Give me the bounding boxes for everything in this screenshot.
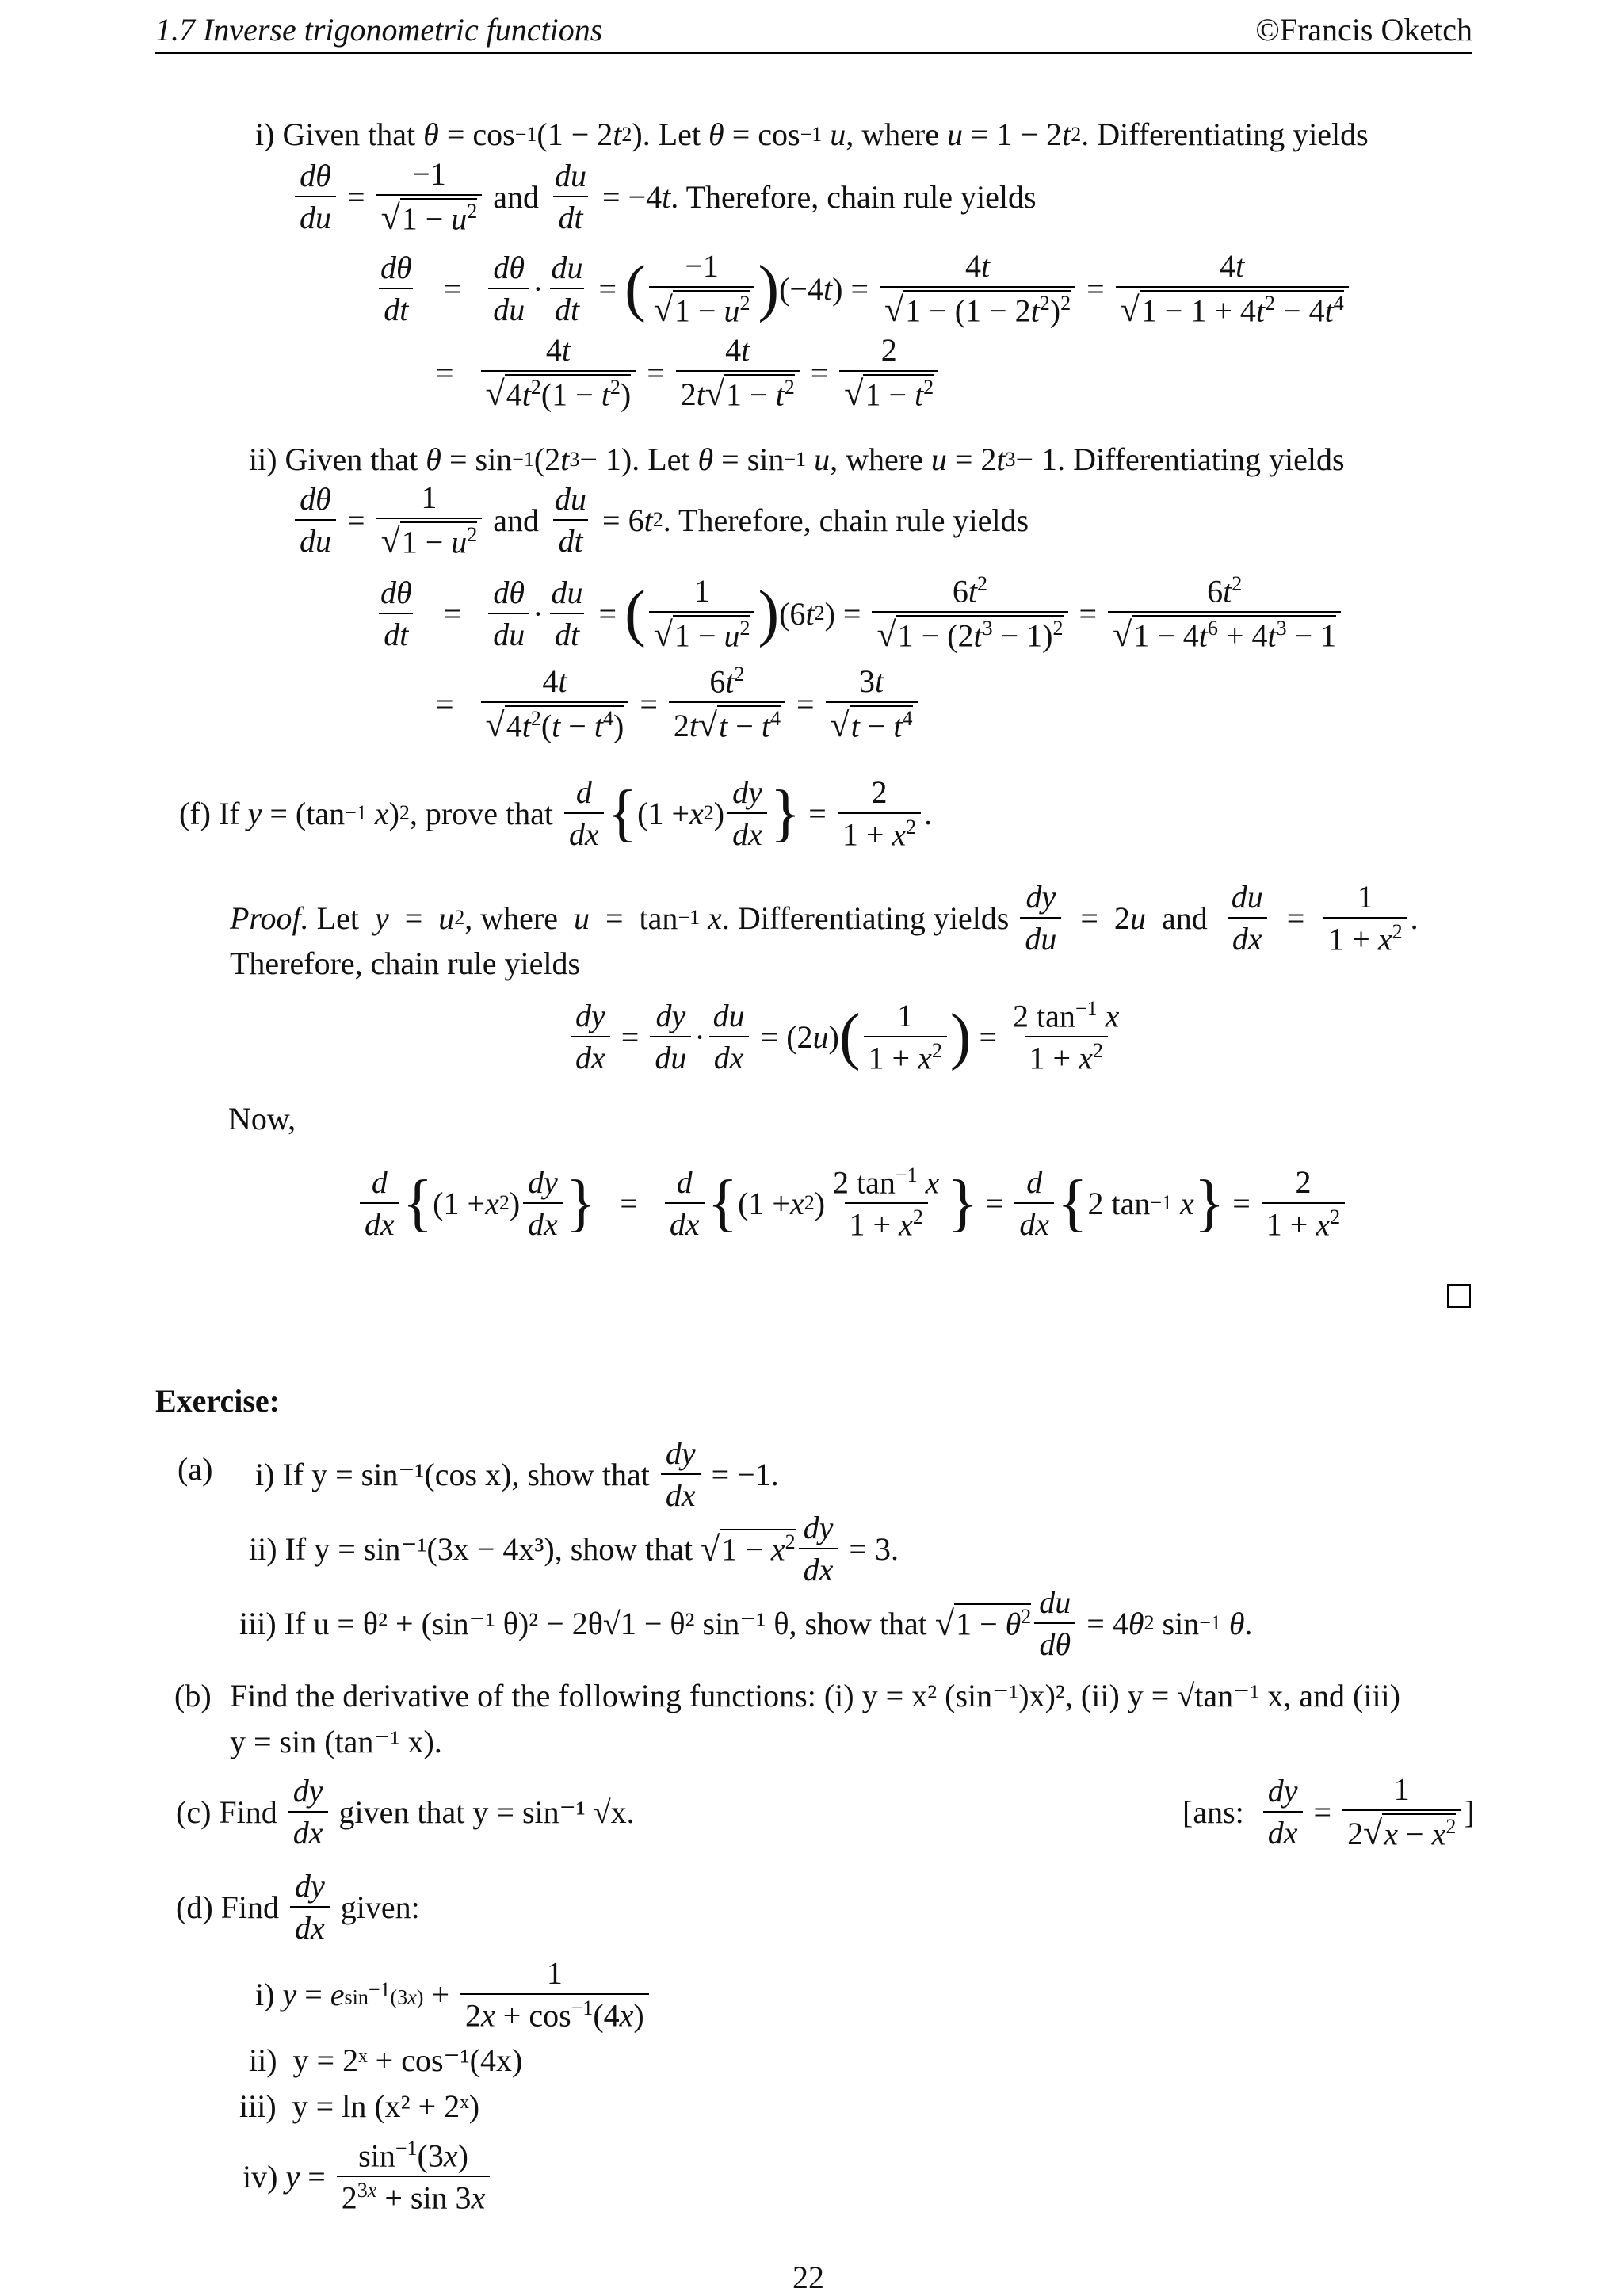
part-i-intro: i) Given that θ = cos −1 (1 − 2 t 2 ) . Let θ = cos −1 u , where u = 1 − 2 t 2 . Differentiating yields [255,117,1369,152]
ex-a-label: (a) [178,1451,213,1487]
ex-d-i: i) y = e $\sin^{-1}(3x)$ + $\frac{1}{2x + \cos^{-1}(4x)}$ [255,1954,652,2034]
page-number: 22 [792,2260,824,2295]
part-i-label: i) [255,117,275,152]
ex-d-ii: ii) y = 2ˣ + cos⁻¹(4x) [249,2042,523,2078]
ex-d-iii: iii) y = ln (x² + 2ˣ) [239,2088,480,2124]
header-rule [155,52,1472,54]
ex-d-iv: iv) y = $\frac{\sin^{-1}(3x)}{2^{3x} + \sin 3x}$ [242,2137,493,2217]
proof-line2: Therefore, chain rule yields [230,946,581,981]
ex-b-text2: y = sin (tan⁻¹ x). [230,1724,442,1759]
copyright: ©Francis Oketch [1255,12,1472,48]
part-ii-intro: ii) Given that θ = sin −1 (2 t 3 − 1) . Let θ = sin −1 u , where u = 2 t 3 − 1 . Differentiating yields [249,441,1345,477]
ex-a-iii: iii) If u = θ² + (sin⁻¹ θ)² − 2θ√1 − θ² sin⁻¹ θ, show that √ $1 - \theta^2$ $\frac{du}{d\theta}$ = 4 θ 2 sin −1 θ . [239,1584,1253,1662]
part-i-eq2: = $\frac{4t}{√4t^2(1 - t^2)}$ = $\frac{4t}{2t√1 - t^2}$ = $\frac{2}{√1 - t^2}$ [436,331,941,414]
ex-b-label: (b) [174,1678,212,1713]
part-ii-derivs: $\frac{d\theta}{du}$ = $\frac{1}{√1 - u^2}$ and $\frac{du}{dt}$ = 6 t 2 . Therefore, chain rule yields [292,479,1029,561]
ex-c: (c) Find $\frac{dy}{dx}$ given that y = sin⁻¹ √x. [176,1773,635,1851]
proof-final: $\frac{d}{dx}$ { (1 + x 2 ) $\frac{dy}{dx}$ } = $\frac{d}{dx}$ { (1 + x 2 ) $\frac{2 \tan^{-1} x}{1 + x^2}$ } = $\frac{d}{dx}$ { 2 tan −1 x } = $\frac{2}{1 + x^2}$ [357,1163,1348,1244]
section-title: 1.7 Inverse trigonometric functions [155,12,603,48]
now-text: Now, [228,1101,296,1137]
ex-a-ii: ii) If y = sin⁻¹(3x − 4x³), show that √ $1 - x^2$ $\frac{dy}{dx}$ = 3. [249,1510,899,1587]
ex-b-text1: Find the derivative of the following functions: (i) y = x² (sin⁻¹)x)², (ii) y = √tan⁻¹ x, and (iii) [230,1678,1400,1713]
proof-line1: Proof. Let y = u 2 , where u = tan −1 x . Differentiating yields $\frac{dy}{du}$ = 2 u and $\frac{du}{dx}$ = $\frac{1}{1 + x^2}$ . [230,879,1419,957]
proof-chain: $\frac{dy}{dx}$ = $\frac{dy}{du}$ · $\frac{du}{dx}$ = (2 u ) ( $\frac{1}{1 + x^2}$ ) = $\frac{2 \tan^{-1} x}{1 + x^2}$ [567,997,1127,1077]
ex-c-answer: [ans: $\frac{dy}{dx}$ = $\frac{1}{2√x - x^2}$ ] [1182,1771,1475,1852]
part-i-eq1: $\frac{d\theta}{dt}$ = $\frac{d\theta}{du}$ · $\frac{du}{dt}$ = ( $\frac{-1}{√1 - u^2}$ ) (−4 t ) = $\frac{4t}{√1 - (1 - 2t^2)^2}$ = $\frac{4t}{√1 - 1 + 4t^2 - 4t^4}$ [372,247,1352,330]
qed-square [1447,1284,1471,1308]
part-i-derivs: $\frac{d\theta}{du}$ = $\frac{-1}{√1 - u^2}$ and $\frac{du}{dt}$ = −4 t . Therefore, chain rule yields [292,155,1037,238]
ex-d: (d) Find $\frac{dy}{dx}$ given: [176,1868,420,1946]
part-ii-label: ii) [249,441,277,477]
part-ii-eq2: = $\frac{4t}{√4t^2(t - t^4)}$ = $\frac{6t^2}{2t√t - t^4}$ = $\frac{3t}{√t - t^4}$ [436,663,921,745]
part-ii-eq1: $\frac{d\theta}{dt}$ = $\frac{d\theta}{du}$ · $\frac{du}{dt}$ = ( $\frac{1}{√1 - u^2}$ ) (6 t 2 ) = $\frac{6t^2}{√1 - (2t^3 - 1)^2}$ = $\frac{6t^2}{√1 - 4t^6 + 4t^3 - 1}$ [372,572,1344,655]
exercise-heading: Exercise: [155,1383,280,1419]
ex-a-i: i) If y = sin⁻¹(cos x), show that $\frac{dy}{dx}$ = −1. [255,1435,779,1513]
part-f-statement: (f) If y = (tan −1 x ) 2 , prove that $\frac{d}{dx}$ { (1 + x 2 ) $\frac{dy}{dx}$ } = $\frac{2}{1 + x^2}$ . [179,774,933,853]
part-f-label: (f) [179,795,211,831]
